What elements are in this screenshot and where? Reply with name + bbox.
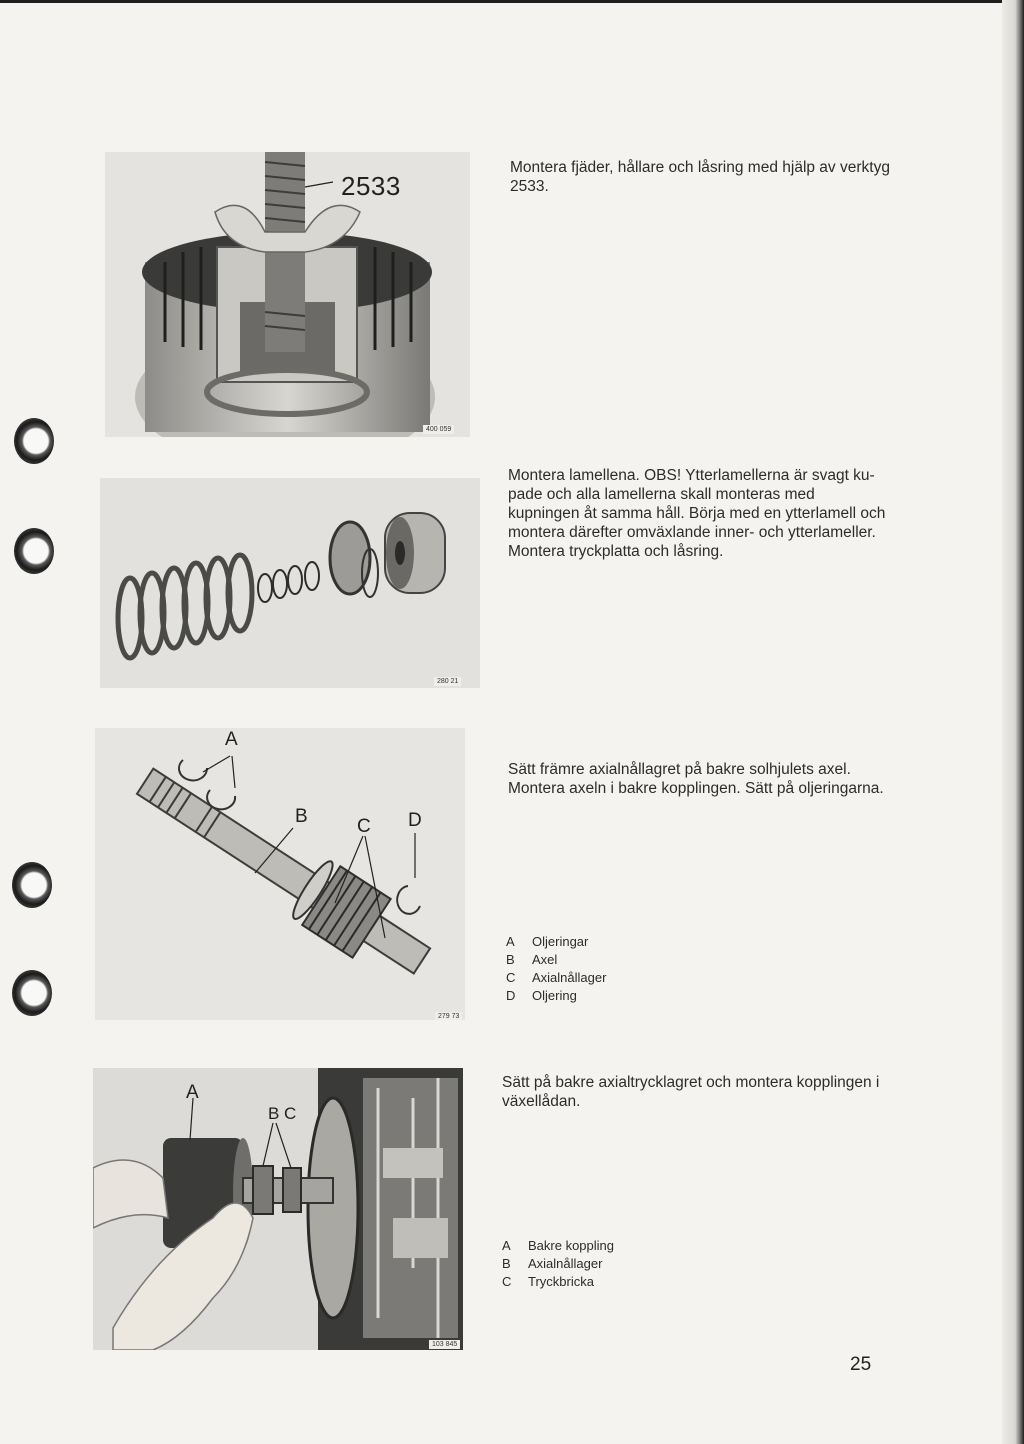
photo-number: 279 73 xyxy=(435,1012,462,1020)
sun-gear-shaft-photo xyxy=(95,728,465,1020)
label-b: B xyxy=(295,806,308,827)
clutch-plates-photo xyxy=(100,478,480,688)
label-a: A xyxy=(225,729,238,750)
clutch-install-photo xyxy=(93,1068,463,1350)
label-a: A xyxy=(186,1082,199,1103)
tool-number-label: 2533 xyxy=(341,171,401,201)
binder-hole xyxy=(14,528,54,574)
parts-legend xyxy=(506,933,606,1005)
legend-row: C Tryckbricka xyxy=(502,1274,594,1289)
binder-hole xyxy=(14,418,54,464)
page-number: 25 xyxy=(850,1354,872,1375)
photo-number: 400 059 xyxy=(423,425,454,434)
instruction-text: Sätt främre axialnållagret på bakre solhjulets axel. Montera axeln i bakre kopplingen. Sätt på oljeringarna. xyxy=(508,761,884,797)
legend-row: B Axialnållager xyxy=(502,1256,603,1271)
photo-number: 280 21 xyxy=(434,677,461,686)
label-c: C xyxy=(357,816,371,837)
parts-legend xyxy=(502,1237,614,1291)
legend-row: C Axialnållager xyxy=(506,970,607,985)
instruction-text: Montera lamellena. OBS! Ytterlamellerna är svagt ku-pade och alla lamellerna skall monteras med kupningen åt samma håll. Börja med en ytterlamell och montera därefter omväxlande inner- och ytterlameller. Montera tryckplatta och låsring. xyxy=(508,467,886,560)
label-b-c: B C xyxy=(268,1104,297,1123)
legend-row: A Bakre koppling xyxy=(502,1238,614,1253)
legend-row: A Oljeringar xyxy=(506,934,589,949)
binder-hole xyxy=(12,970,52,1016)
top-border xyxy=(0,0,1024,3)
page-edge-shadow xyxy=(1002,0,1024,1444)
legend-row: D Oljering xyxy=(506,988,577,1003)
clutch-spring-tool-photo xyxy=(105,152,470,437)
binder-hole xyxy=(12,862,52,908)
legend-row: B Axel xyxy=(506,952,558,967)
label-d: D xyxy=(408,810,422,831)
photo-number: 103 845 xyxy=(429,1340,460,1349)
instruction-text: Sätt på bakre axialtrycklagret och montera kopplingen i växellådan. xyxy=(502,1074,880,1110)
instruction-text: Montera fjäder, hållare och låsring med hjälp av verktyg 2533. xyxy=(510,159,890,195)
